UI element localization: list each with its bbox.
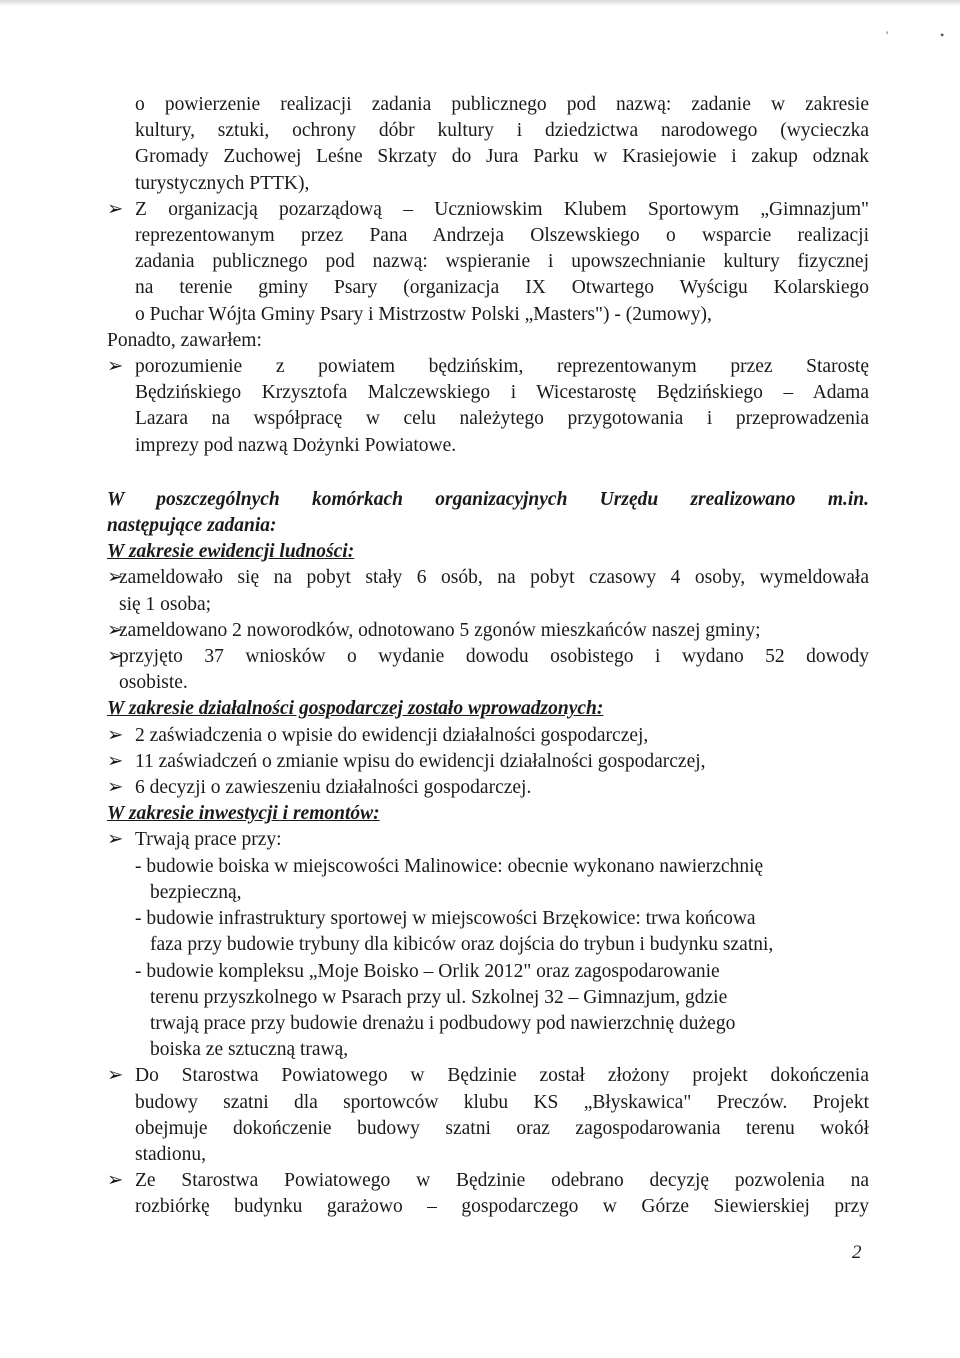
text-line: Ze Starostwa Powiatowego w Będzinie odebrano decyzję pozwolenia na (135, 1170, 869, 1192)
text-line: Będzińskiego Krzysztofa Malczewskiego i Wicestarostę Będzińskiego – Adama (135, 382, 869, 404)
text-line: turystycznych PTTK), (135, 172, 310, 194)
spacer (107, 459, 869, 487)
page-mark: • (940, 28, 945, 42)
text-line: - budowie infrastruktury sportowej w miejscowości Brzękowice: trwa końcowa (135, 908, 756, 930)
arrow-bullet-icon: ➢ (107, 619, 124, 641)
page-mark: ' (886, 28, 889, 42)
text-line: zameldowało się na pobyt stały 6 osób, na pobyt czasowy 4 osoby, wymeldowała (119, 567, 869, 589)
text-line: - budowie kompleksu „Moje Boisko – Orlik 2012" oraz zagospodarowanie (135, 960, 720, 982)
text-line: bezpieczną, (150, 881, 242, 903)
text-line: zadania publicznego pod nazwą: wspieranie i upowszechnianie kultury fizycznej (135, 251, 869, 273)
text-line: porozumienie z powiatem będzińskim, reprezentowanym przez Starostę (135, 356, 869, 378)
business-list (107, 723, 869, 802)
text-line: Trwają prace przy: (135, 829, 282, 851)
text-line: budowy szatni dla sportowców klubu KS „Błyskawica" Preczów. Projekt (135, 1091, 869, 1113)
bullet-agreement (107, 354, 869, 459)
list-item (107, 723, 869, 749)
text-line: na terenie gminy Psary (organizacja IX Otwartego Wyścigu Kolarskiego (135, 277, 869, 299)
text-line: - budowie boiska w miejscowości Malinowice: obecnie wykonano nawierzchnię (135, 855, 764, 877)
list-item (107, 565, 869, 591)
arrow-bullet-icon: ➢ (107, 198, 124, 220)
intro-paragraph (107, 92, 869, 197)
text-line: zameldowano 2 noworodków, odnotowano 5 zgonów mieszkańców naszej gminy; (119, 619, 761, 641)
arrow-bullet-icon: ➢ (107, 777, 124, 799)
text-line: się 1 osoba; (119, 593, 212, 615)
text-line: faza przy budowie trybuny dla kibiców oraz dojścia do trybun i budynku szatni, (150, 934, 774, 956)
list-item (107, 618, 869, 644)
text-line: 6 decyzji o zawieszeniu działalności gospodarczej. (135, 777, 532, 799)
investments-list (107, 827, 869, 1220)
text-line: reprezentowanym przez Pana Andrzeja Olszewskiego o wsparcie realizacji (135, 225, 869, 247)
arrow-bullet-icon: ➢ (107, 356, 124, 378)
list-item (107, 749, 869, 775)
bullet-row (107, 354, 869, 380)
text-line: trwają prace przy budowie drenażu i podbudowy pod nawierzchnię dużego (150, 1012, 736, 1034)
bullet-row (107, 197, 869, 223)
arrow-bullet-icon: ➢ (107, 1065, 124, 1087)
text-line: Gromady Zuchowej Leśne Skrzaty do Jura Parku w Krasiejowie i zakup odznak (135, 146, 869, 168)
section-intro-line: następujące zadania: (107, 515, 277, 537)
text-line: terenu przyszkolnego w Psarach przy ul. Szkolnej 32 – Gimnazjum, gdzie (150, 986, 728, 1008)
list-item (107, 644, 869, 670)
text-line: kultury, sztuki, ochrony dóbr kultury i dziedzictwa narodowego (wycieczka (135, 120, 869, 142)
text-line: 11 zaświadczeń o zmianie wpisu do ewidencji działalności gospodarczej, (135, 750, 706, 772)
text-line: imprezy pod nazwą Dożynki Powiatowe. (135, 434, 457, 456)
bullet-ngo (107, 197, 869, 328)
list-item (107, 1063, 869, 1089)
arrow-bullet-icon: ➢ (107, 724, 124, 746)
text-line: obejmuje dokończenie budowy szatni oraz zagospodarowania terenu wokół (135, 1117, 869, 1139)
text-line: przyjęto 37 wniosków o wydanie dowodu osobistego i wydano 52 dowody (119, 646, 869, 668)
scan-edge (0, 0, 960, 6)
arrow-bullet-icon: ➢ (107, 829, 124, 851)
arrow-bullet-icon: ➢ (107, 567, 124, 589)
text-line: o powierzenie realizacji zadania publicznego pod nazwą: zadanie w zakresie (135, 94, 869, 115)
text-line: Lazara na współpracę w celu należytego przygotowania i przeprowadzenia (135, 408, 869, 430)
registry-heading: W zakresie ewidencji ludności: (107, 541, 355, 563)
text-line: Z organizacją pozarządową – Uczniowskim Klubem Sportowym „Gimnazjum" (135, 198, 869, 220)
text-line: o Puchar Wójta Gminy Psary i Mistrzostw Polski „Masters") - (2umowy), (135, 303, 712, 325)
document-body (107, 92, 869, 1221)
arrow-bullet-icon: ➢ (107, 646, 124, 668)
arrow-bullet-icon: ➢ (107, 750, 124, 772)
text-line: osobiste. (119, 672, 188, 694)
text-line: boiska ze sztuczną trawą, (150, 1039, 349, 1061)
list-item (107, 1168, 869, 1194)
business-heading: W zakresie działalności gospodarczej zostało wprowadzonych: (107, 698, 604, 720)
text-line: 2 zaświadczenia o wpisie do ewidencji działalności gospodarczej, (135, 724, 649, 746)
ponadto-line: Ponadto, zawarłem: (107, 329, 262, 351)
text-line: Do Starostwa Powiatowego w Będzinie został złożony projekt dokończenia (135, 1065, 869, 1087)
list-item (107, 775, 869, 801)
investments-heading: W zakresie inwestycji i remontów: (107, 803, 380, 825)
list-item (107, 827, 869, 853)
section-intro-line: W poszczególnych komórkach organizacyjnych Urzędu zrealizowano m.in. (107, 488, 869, 510)
page-number: 2 (852, 1242, 862, 1263)
registry-list (107, 565, 869, 696)
text-line: rozbiórkę budynku garażowo – gospodarczego w Górze Siewierskiej przy (135, 1196, 869, 1218)
text-line: stadionu, (135, 1143, 206, 1165)
arrow-bullet-icon: ➢ (107, 1170, 124, 1192)
